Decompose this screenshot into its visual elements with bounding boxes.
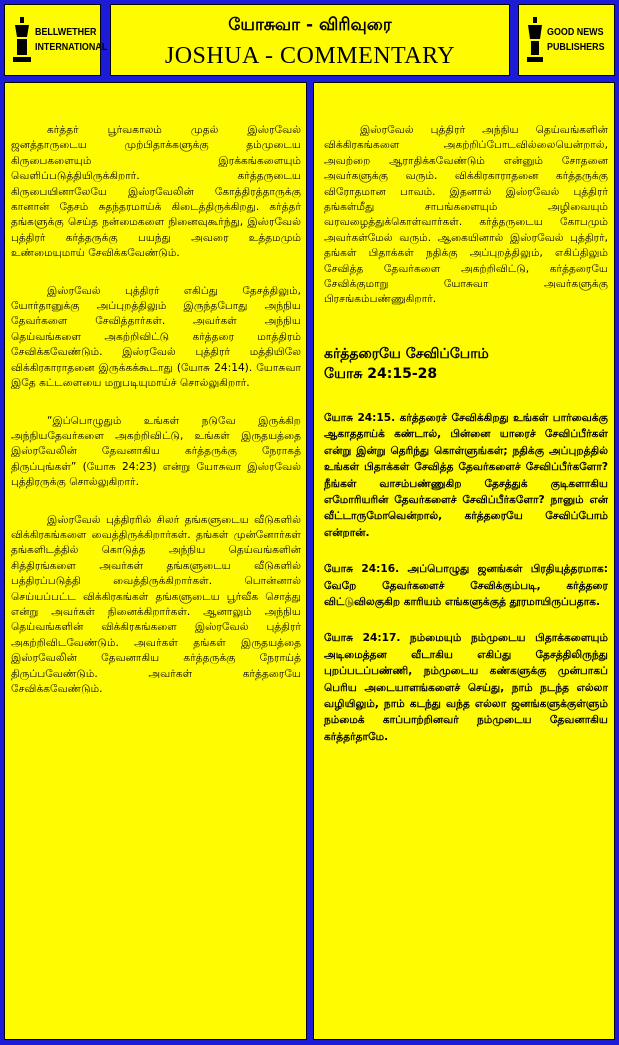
logo-line-1: BELLWETHER [35, 26, 97, 38]
paragraph: கர்த்தர் பூர்வகாலம் முதல் இஸ்ரவேல் ஜனத்தாருடைய முற்பிதாக்களுக்கு தம்முடைய கிருபைகளையும் இரக்கங்களையும் வெளிப்படுத்தியிருக்கிறார். கர்த்தருடைய கிருபையினாலேயே இஸ்ரவேலின் கோத்திரத்தாருக்கு கானான் தேசம் சுதந்தரமாய்க் கிடைத்திருக்கிறது. கர்த்தர் தங்களுக்கு செய்த நன்மைகளை நினைவுகூர்ந்து, இஸ்ரவேல் புத்திரர் கர்த்தருக்கு பயந்து அவரை உத்தமமும் உண்மையுமாய் சேவிக்கவேண்டும். [11, 124, 301, 260]
title-box [110, 4, 510, 76]
paragraph: இஸ்ரவேல் புத்திரர் எகிப்து தேசத்திலும், யோர்தானுக்கு அப்புறத்திலும் இருந்தபோது அந்நிய தேவர்களை சேவித்தார்கள். அவர்கள் அந்நிய தெய்வங்களை அகற்றிவிட்டு கர்த்தரை மாத்திரம் சேவிக்கவேண்டும். இஸ்ரவேல் புத்திரர் மத்தியிலே விக்கிரகாராதனை இருக்கக்கூடாது (யோசு 24:14). யோசுவா இதே கட்டளையை மறுபடியுமாய்ச் சொல்லுகிறார். [11, 284, 301, 390]
title-english: JOSHUA - COMMENTARY [164, 43, 456, 69]
section-title: கர்த்தரையே சேவிப்போம் [324, 345, 489, 362]
logo-line-2: INTERNATIONAL [35, 41, 108, 53]
left-column [4, 82, 307, 1040]
title-tamil: யோசுவா - விரிவுரை [228, 15, 392, 35]
section-heading [324, 344, 608, 384]
section-reference: யோசு 24:15-28 [324, 365, 438, 382]
bell-tower-icon [11, 17, 33, 63]
intro-paragraph: இஸ்ரவேல் புத்திரர் அந்நிய தெய்வங்களின் விக்கிரகங்களை அகற்றிப்போடவில்லையென்றால், அவற்றை ஆராதிக்கவேண்டும் என்னும் சோதனை அவர்களுக்கு வரும். விக்கிரகாராதனை கர்த்தருக்கு விரோதமான பாவம். இதனால் இஸ்ரவேல் புத்திரர் தங்கள்மீது சாபங்களையும் அழிவையும் வரவழைத்துக்கொள்வார்கள். கர்த்தருடைய கோபமும் அவர்கள்மேல் வரும். ஆகையினால் இஸ்ரவேல் புத்திரர், தங்கள் பிதாக்கள் நதிக்கு அப்புறத்திலும், எகிப்திலும் சேவித்த தேவர்களை அகற்றிவிட்டு, கர்த்தரையே சேவிக்குமாறு யோசுவா அவர்களுக்கு பிரசங்கம்பண்ணுகிறார். [324, 124, 608, 306]
header [2, 2, 617, 78]
paragraph: “இப்பொழுதும் உங்கள் நடுவே இருக்கிற அந்நியதேவர்களை அகற்றிவிட்டு, உங்கள் இருதயத்தை இஸ்ரவேலின் தேவனாகிய கர்த்தருக்கு நேராகத் திருப்புங்கள்” (யோசு 24:23) என்று யோசுவா இஸ்ரவேல் புத்திரருக்கு சொல்லுகிறார். [11, 414, 301, 489]
bellwether-logo [4, 4, 108, 76]
logo-line-2: PUBLISHERS [547, 41, 605, 53]
right-column [313, 82, 615, 1040]
verse: யோசு 24:15. கர்த்தரைச் சேவிக்கிறது உங்கள் பார்வைக்கு ஆகாததாய்க் கண்டால், பின்னை யாரைச் சேவிப்பீர்கள் என்று இன்று தெரிந்து கொள்ளுங்கள்; நதிக்கு அப்புறத்தில் உங்கள் பிதாக்கள் சேவித்த தேவர்களைச் சேவிப்பீர்களோ? நீங்கள் வாசம்பண்ணுகிற தேசத்துக் குடிகளாகிய எமோரியரின் தேவர்களைச் சேவிப்பீர்களோ? நானும் என் வீட்டாருமோவென்றால், கர்த்தரையே சேவிப்போம் என்றான். [324, 411, 608, 539]
good-news-logo [518, 4, 615, 76]
verse: யோசு 24:17. நம்மையும் நம்முடைய பிதாக்களையும் அடிமைத்தன வீடாகிய எகிப்து தேசத்திலிருந்து புறப்படப்பண்ணி, நம்முடைய கண்களுக்கு முன்பாகப் பெரிய அடையாளங்களைச் செய்து, நாம் நடந்த எல்லா வழியிலும், நாம் கடந்து வந்த எல்லா ஜனங்களுக்குள்ளும் நம்மைக் காப்பாற்றினவர் நம்முடைய தேவனாகிய கர்த்தர்தாமே. [324, 632, 608, 743]
paragraph: இஸ்ரவேல் புத்திரரில் சிலர் தங்களுடைய வீடுகளில் விக்கிரகங்களை வைத்திருக்கிறார்கள். தங்கள் முன்னோர்கள் தங்களிடத்தில் கொடுத்த அந்நிய தெய்வங்களின் சித்திரங்களை அவர்கள் தங்களுடைய வீடுகளில் பத்திரப்படுத்தி வைத்திருக்கிறார்கள். பொன்னால் செய்யப்பட்ட விக்கிரகங்கள் தங்களுடைய பூர்வீக சொத்து என்று அவர்கள் நினைக்கிறார்கள். ஆனாலும் அந்நிய தெய்வங்களின் விக்கிரகங்களை இஸ்ரவேல் புத்திரர் அகற்றிவிடவேண்டும். அவர்கள் தங்கள் இருதயத்தை இஸ்ரவேலின் தேவனாகிய கர்த்தருக்கு நேராய்த் திருப்பவேண்டும். அவர்கள் கர்த்தரையே சேவிக்கவேண்டும். [11, 513, 301, 695]
logo-line-1: GOOD NEWS [547, 26, 604, 38]
verse: யோசு 24:16. அப்பொழுது ஜனங்கள் பிரதியுத்தரமாக: வேறே தேவர்களைச் சேவிக்கும்படி, கர்த்தரை விட்டுவிலகுகிற காரியம் எங்களுக்குத் தூரமாயிருப்பதாக. [324, 563, 608, 608]
lamp-icon [525, 17, 545, 63]
